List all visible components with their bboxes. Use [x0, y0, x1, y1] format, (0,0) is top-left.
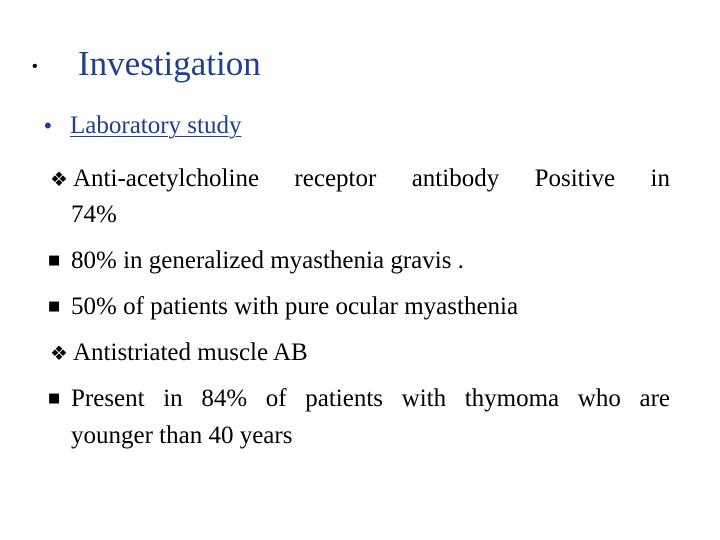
heading-bullet-icon: •: [32, 58, 38, 75]
square-bullet-icon: ■: [48, 253, 61, 268]
slide-heading: Investigation: [78, 44, 261, 83]
item-ocular: 50% of patients with pure ocular myasthenia: [71, 293, 519, 320]
diamond-bullet-icon: ❖: [50, 341, 68, 365]
item-antibody-line2: 74%: [71, 201, 117, 228]
diamond-bullet-icon: ❖: [50, 167, 68, 191]
subheading-bullet-icon: •: [44, 113, 52, 138]
item-thymoma-line1: Present in 84% of patients with thymoma who are: [71, 385, 670, 412]
item-antistriated: Antistriated muscle AB: [73, 339, 308, 366]
item-generalized: 80% in generalized myasthenia gravis .: [71, 247, 464, 274]
slide-subheading: Laboratory study: [70, 112, 242, 139]
square-bullet-icon: ■: [48, 299, 61, 314]
item-antibody-line1: Anti-acetylcholine receptor antibody Positive in: [73, 165, 670, 192]
item-thymoma-line2: younger than 40 years: [71, 422, 293, 449]
square-bullet-icon: ■: [48, 391, 61, 406]
